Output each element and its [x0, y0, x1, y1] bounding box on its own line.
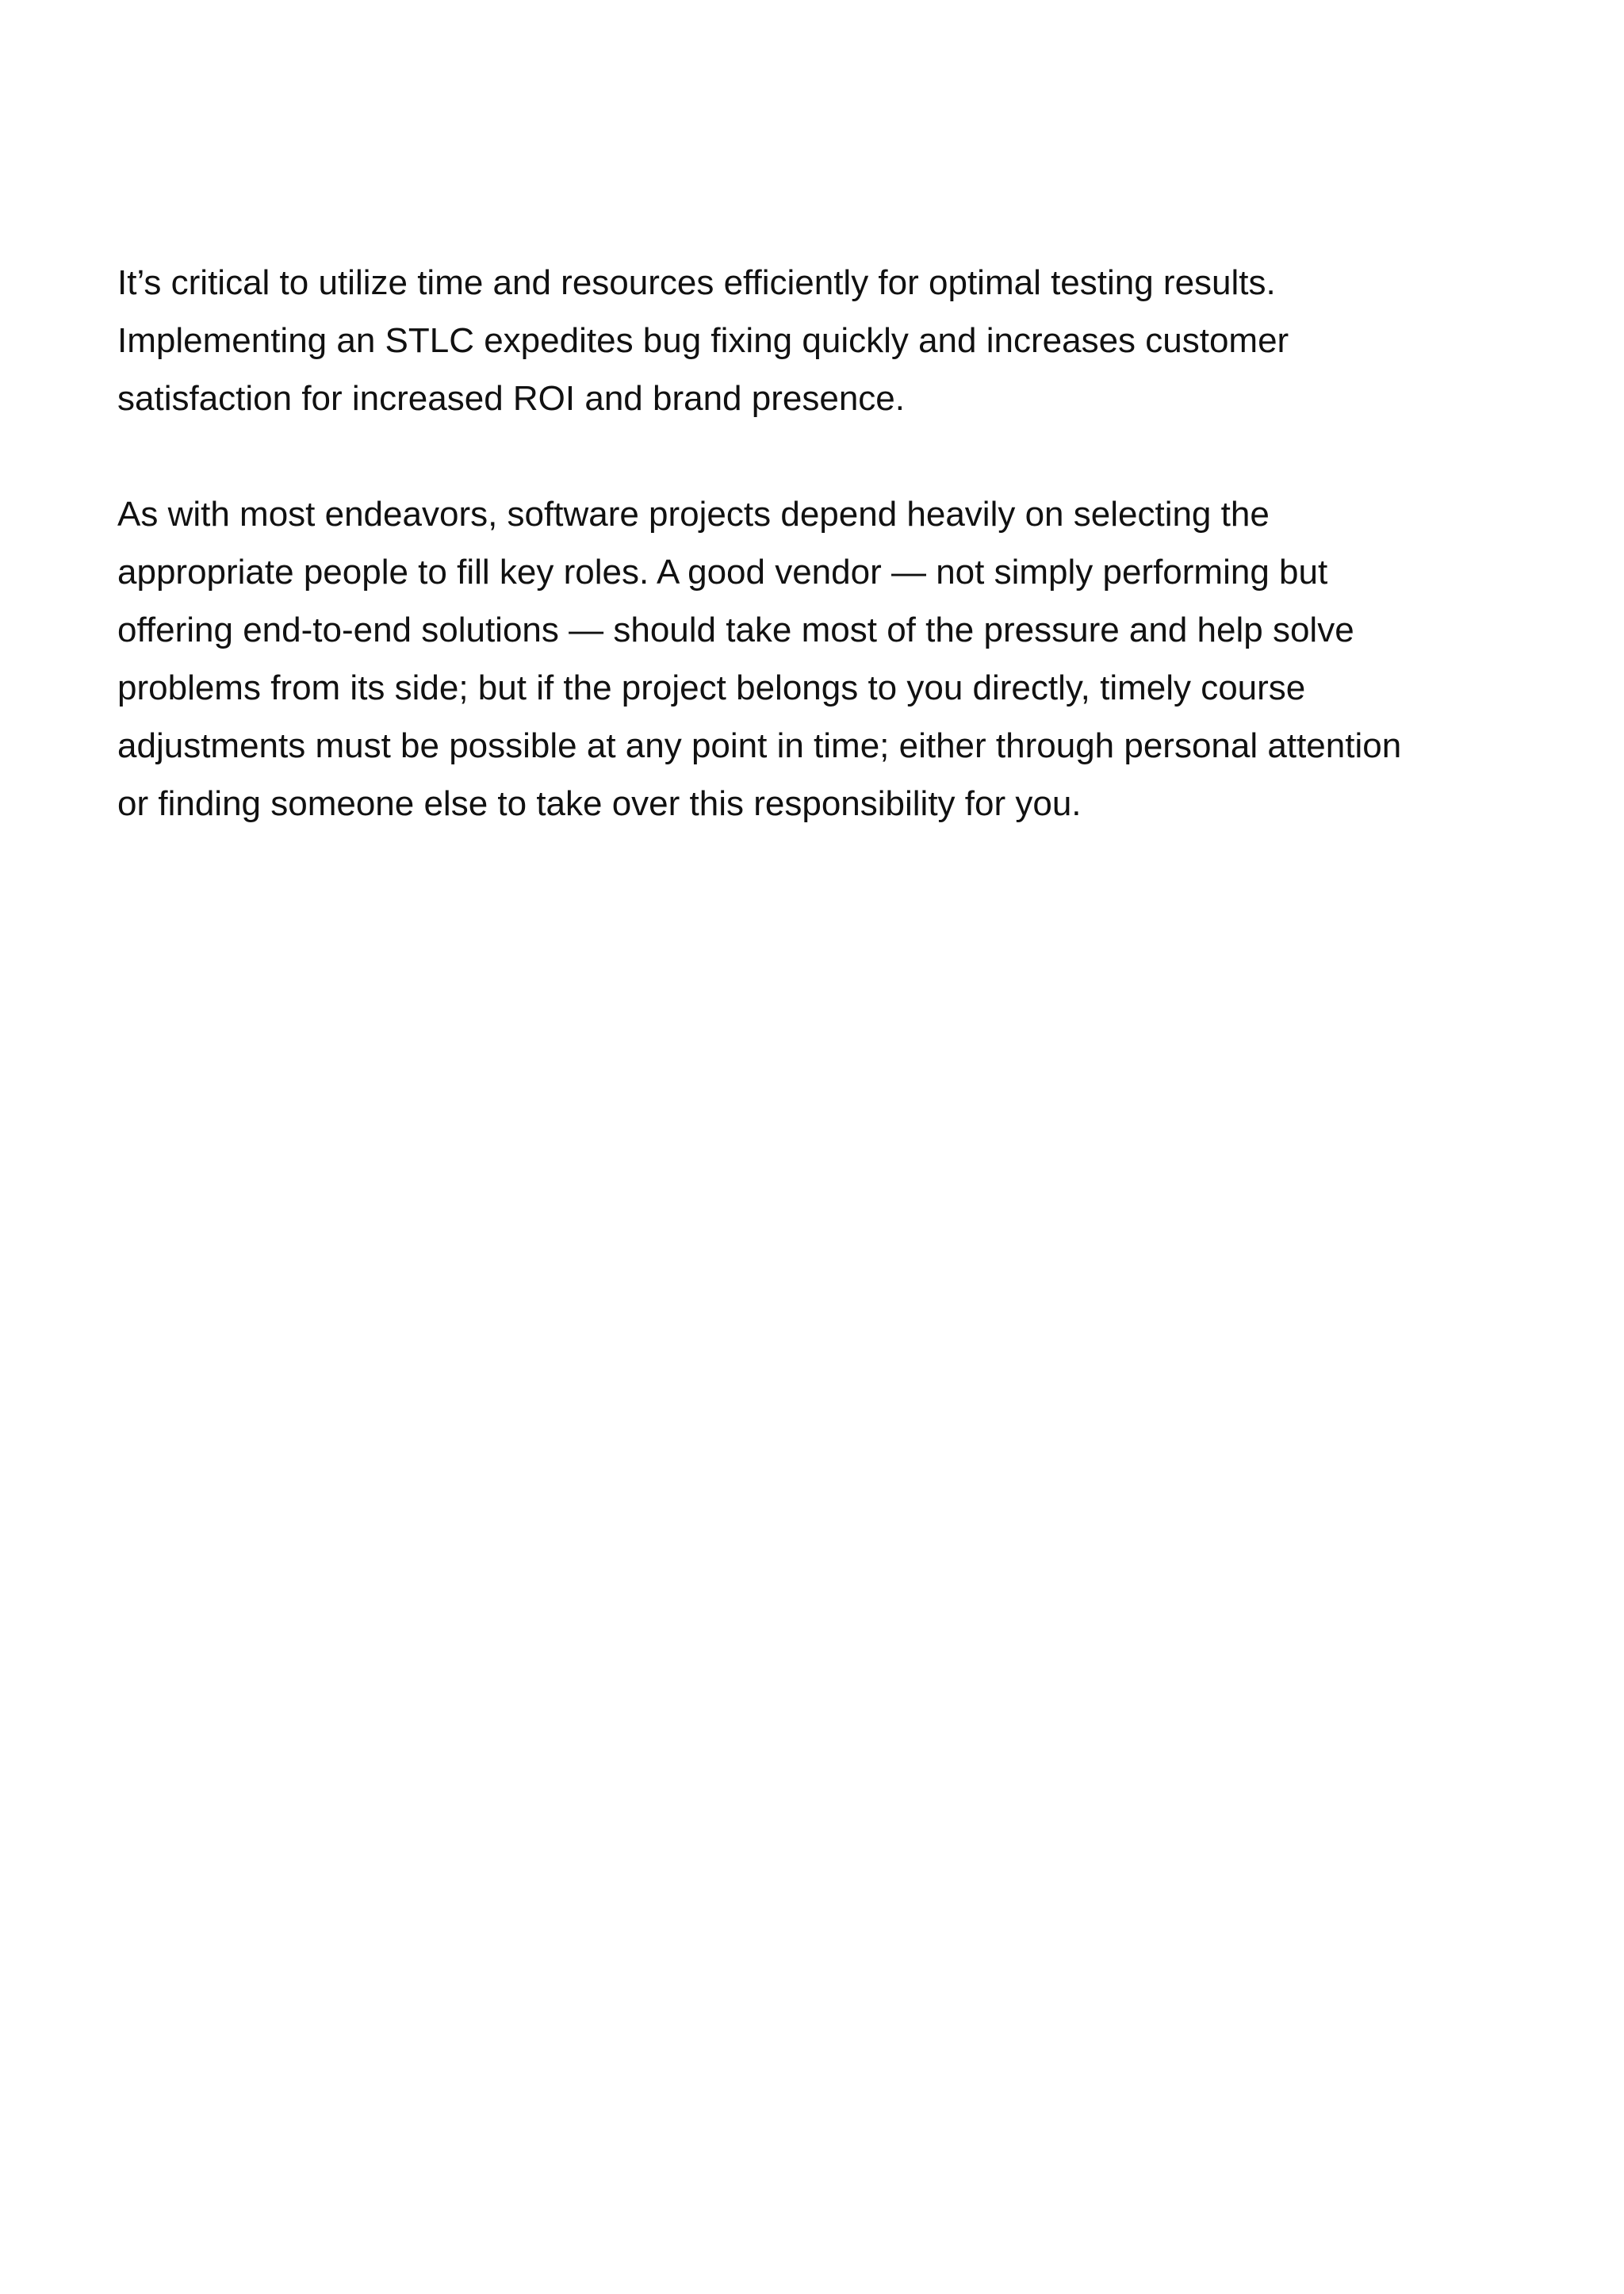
document-body — [117, 254, 1442, 833]
paragraph-vendor-roles: As with most endeavors, software projects depend heavily on selecting the appropriate people to fill key roles. A good vendor — not simply performing but offering end-to-end solutions — should take most of the pressure and help solve problems from its side; but if the project belongs to you directly, timely course adjustments must be possible at any point in time; either through personal attention or finding someone else to take over this responsibility for you. — [117, 495, 1402, 823]
paragraph-stlc-efficiency: It’s critical to utilize time and resources efficiently for optimal testing results. Implementing an STLC expedites bug fixing quickly and increases customer satisfaction for increased ROI and brand presence. — [117, 263, 1289, 418]
